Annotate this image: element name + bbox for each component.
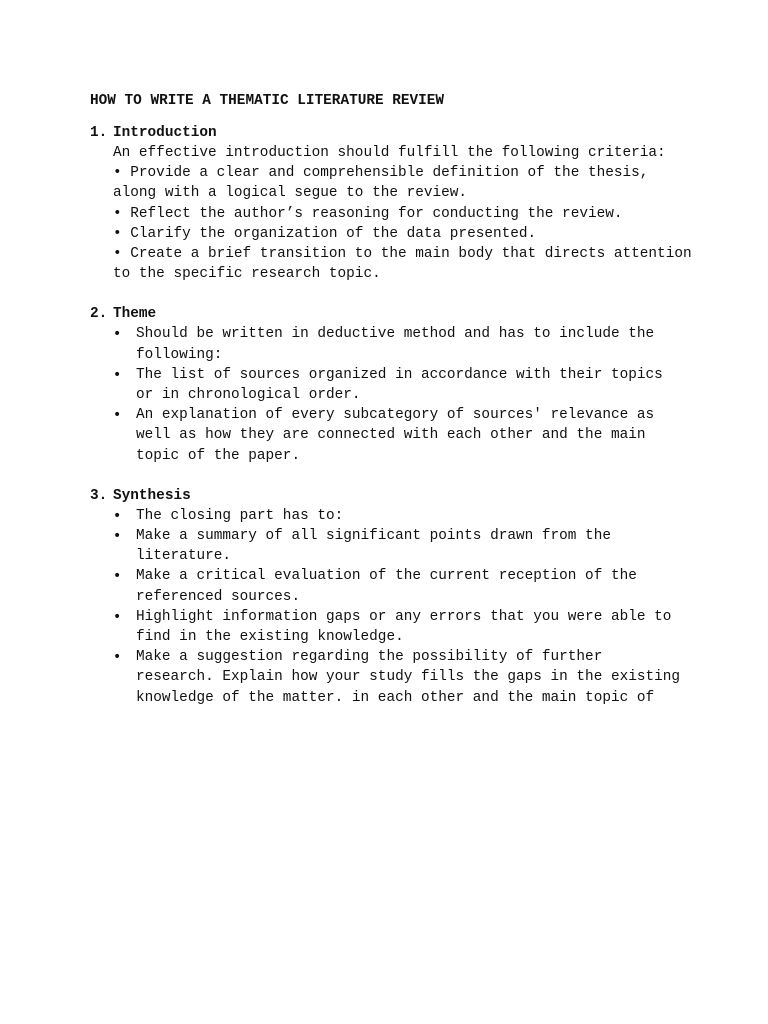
list-item-text: The closing part has to:	[136, 507, 344, 524]
section-heading	[90, 486, 690, 506]
section-synthesis	[90, 486, 690, 708]
section-heading	[90, 123, 690, 143]
document-page	[90, 91, 690, 728]
section-introduction	[90, 123, 690, 284]
list-item	[113, 405, 688, 466]
bullet-icon: •	[113, 326, 122, 343]
list-item	[113, 607, 688, 647]
section-heading	[90, 304, 690, 324]
synthesis-bullet-list	[113, 506, 688, 708]
list-item	[113, 566, 688, 606]
bullet-icon: •	[113, 608, 122, 625]
theme-bullet-list	[113, 324, 688, 465]
intro-paragraph: • Clarify the organization of the data presented.	[113, 225, 537, 242]
intro-paragraph: An effective introduction should fulfill the following criteria:	[113, 145, 666, 161]
intro-paragraph: • Create a brief transition to the main body that directs attention to the specific research topic.	[113, 246, 692, 283]
list-item	[113, 365, 688, 405]
bullet-icon: •	[113, 366, 122, 383]
list-item-text: Should be written in deductive method and has to include the following:	[136, 326, 655, 363]
intro-paragraph: • Reflect the author’s reasoning for conducting the review.	[113, 205, 623, 222]
intro-paragraph: • Provide a clear and comprehensible definition of the thesis, along with a logical segue to the review.	[113, 165, 649, 202]
document-title: HOW TO WRITE A THEMATIC LITERATURE REVIEW	[90, 93, 445, 109]
section-title: Introduction	[113, 125, 217, 141]
list-item-text: Make a critical evaluation of the current reception of the referenced sources.	[136, 568, 637, 605]
section-title: Synthesis	[113, 487, 191, 504]
list-item	[113, 526, 688, 566]
list-item-text: An explanation of every subcategory of sources' relevance as well as how they are connected with each other and the main topic of the paper.	[136, 407, 655, 464]
list-item-text: Make a suggestion regarding the possibility of further research. Explain how your study fills the gaps in the existing knowledge of the matter. in each other and the main topic of	[136, 649, 681, 706]
list-item	[113, 324, 688, 364]
section-number: 2.	[90, 306, 108, 323]
introduction-body	[113, 143, 693, 284]
bullet-icon: •	[113, 568, 122, 585]
bullet-icon: •	[113, 507, 122, 524]
section-theme	[90, 304, 690, 465]
bullet-icon: •	[113, 528, 122, 545]
list-item-text: Make a summary of all significant points drawn from the literature.	[136, 528, 611, 565]
section-number: 3.	[90, 487, 108, 504]
section-number: 1.	[90, 125, 108, 141]
bullet-icon: •	[113, 649, 122, 666]
section-title: Theme	[113, 306, 157, 323]
list-item	[113, 647, 688, 708]
list-item-text: The list of sources organized in accordance with their topics or in chronological order.	[136, 366, 663, 404]
list-item-text: Highlight information gaps or any errors that you were able to find in the existing knowledge.	[136, 608, 672, 646]
list-item	[113, 506, 688, 526]
bullet-icon: •	[113, 407, 122, 424]
